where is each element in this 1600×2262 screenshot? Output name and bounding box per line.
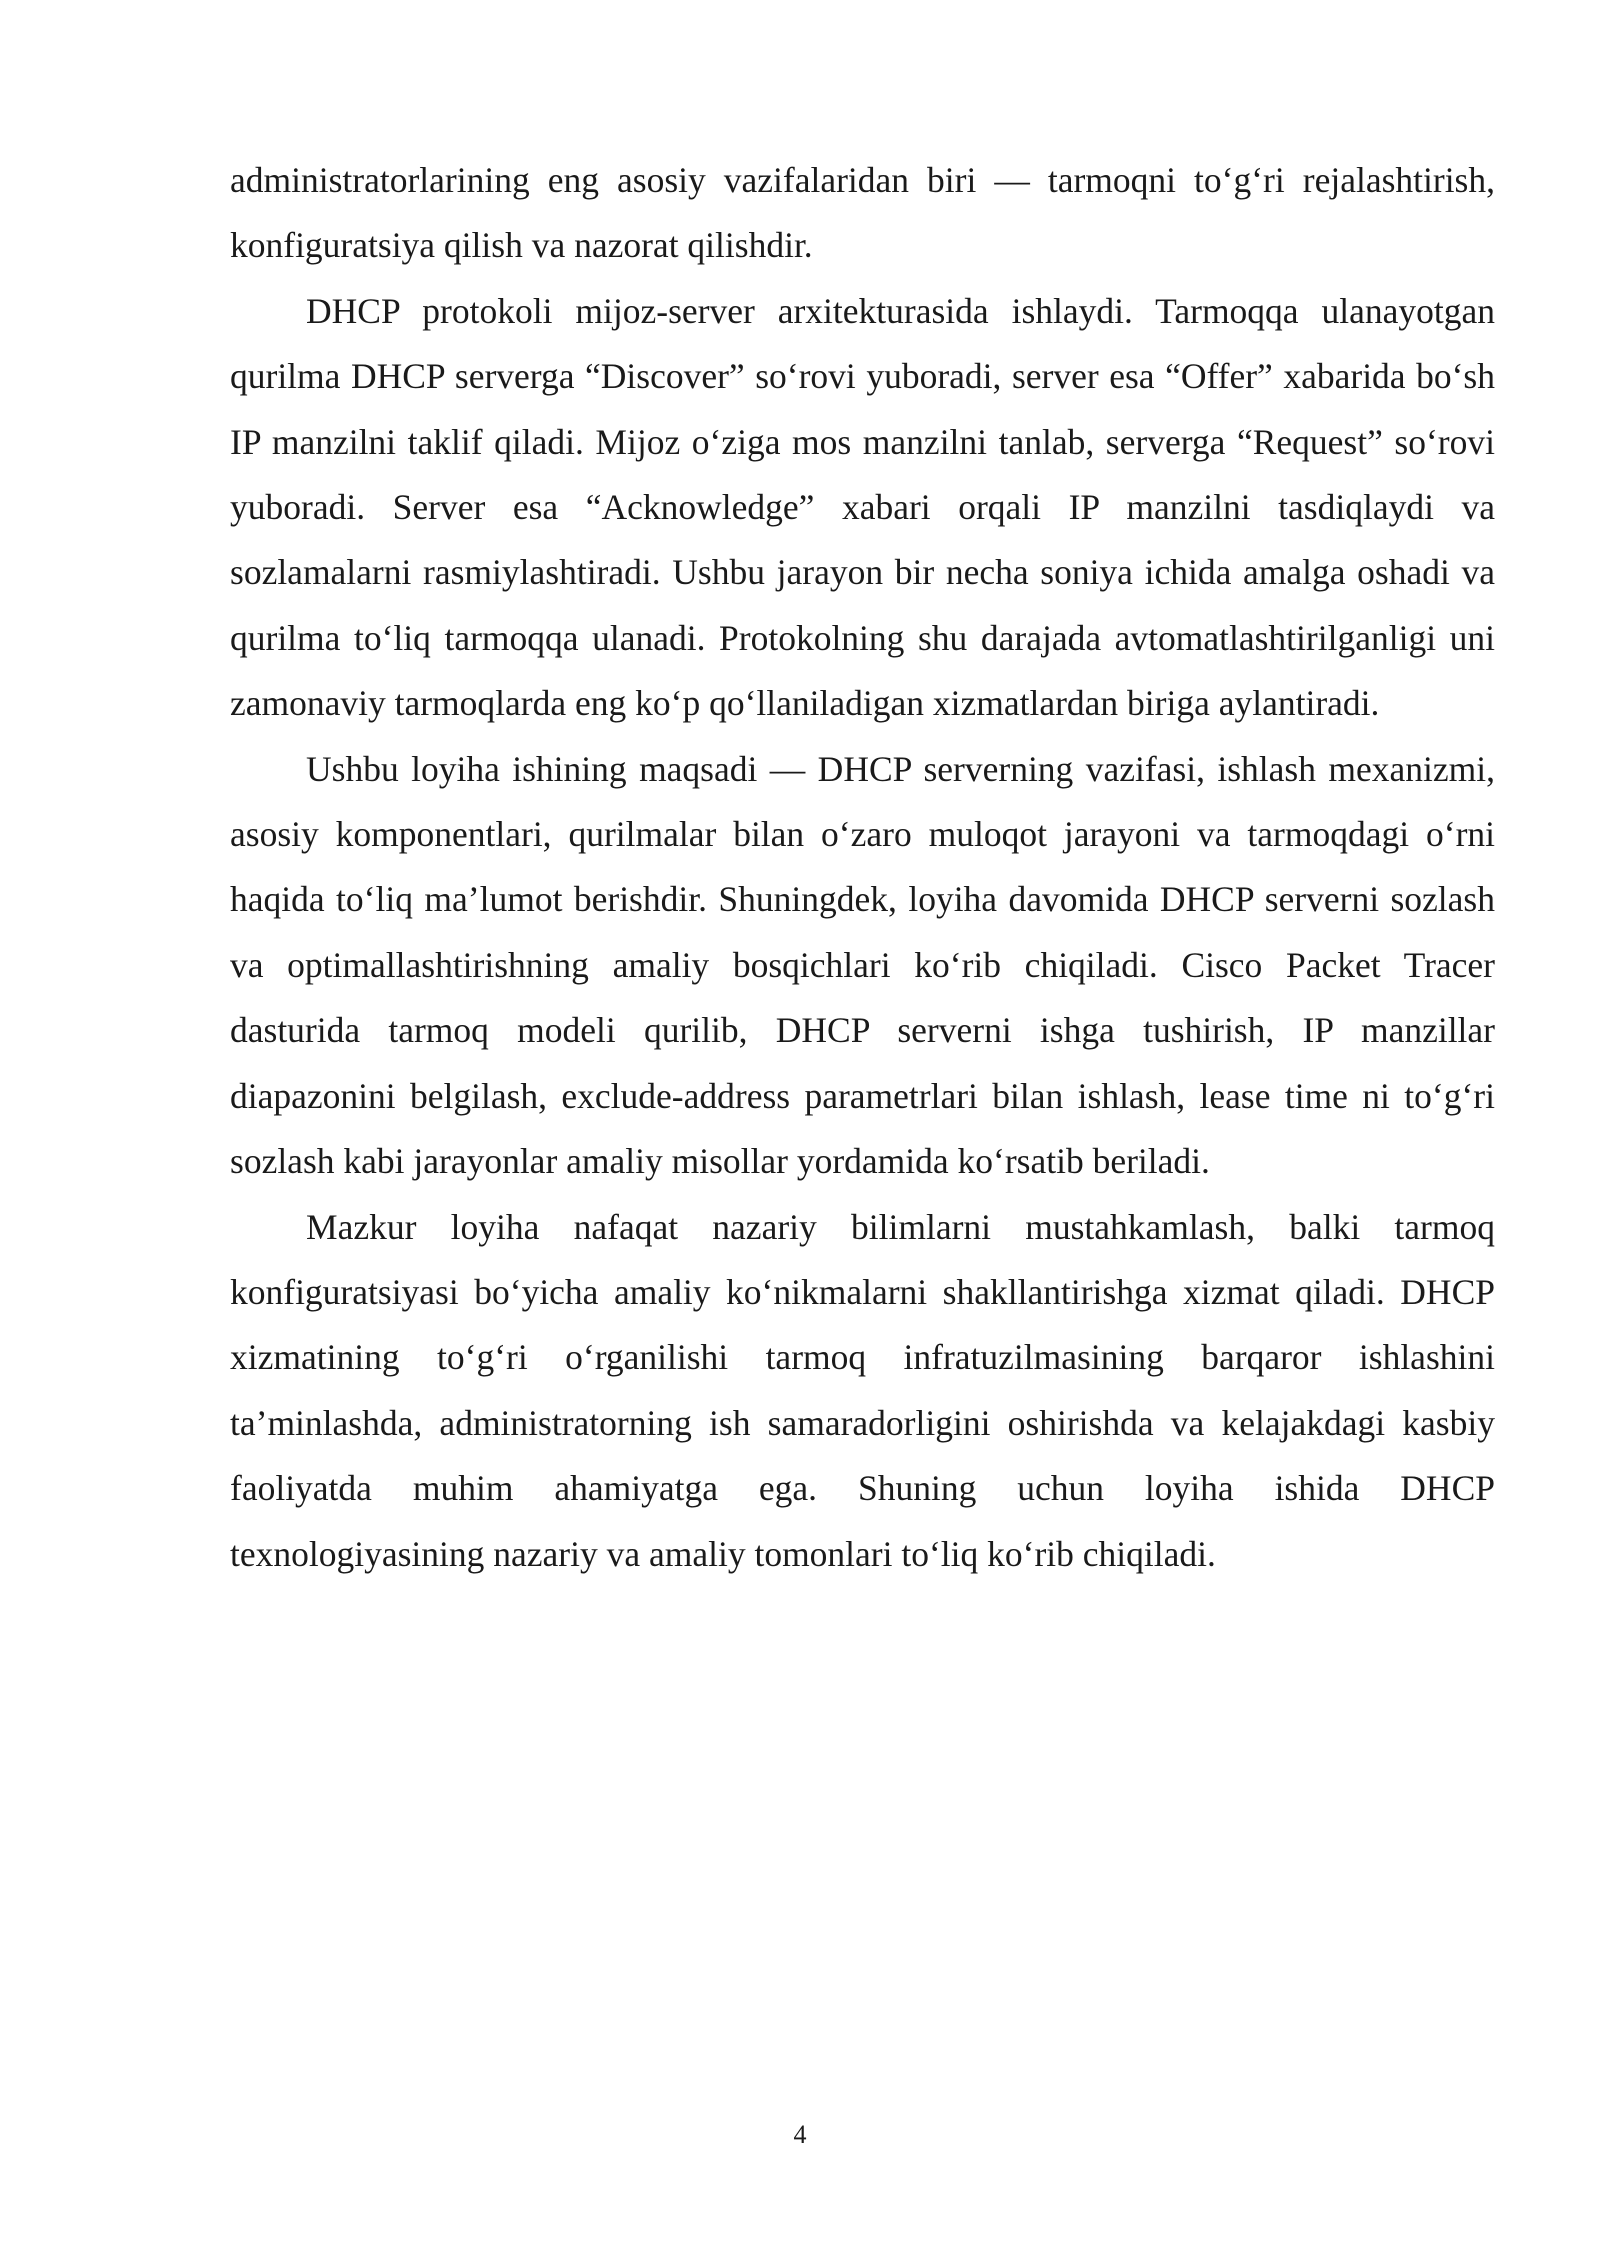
body-text: [230, 148, 1495, 1587]
paragraph-project-goal: Ushbu loyiha ishining maqsadi — DHCP serverning vazifasi, ishlash mexanizmi, asosiy komponentlari, qurilmalar bilan o‘zaro muloqot jarayoni va tarmoqdagi o‘rni haqida to‘liq ma’lumot berishdir. Shuningdek, loyiha davomida DHCP serverni sozlash va optimallashtirishning amaliy bosqichlari ko‘rib chiqiladi. Cisco Packet Tracer dasturida tarmoq modeli qurilib, DHCP serverni ishga tushirish, IP manzillar diapazonini belgilash, exclude-address parametrlari bilan ishlash, lease time ni to‘g‘ri sozlash kabi jarayonlar amaliy misollar yordamida ko‘rsatib beriladi.: [230, 748, 1495, 1182]
page-number: 4: [793, 2120, 807, 2149]
paragraph-dhcp-protocol: DHCP protokoli mijoz-server arxitekturasida ishlaydi. Tarmoqqa ulanayotgan qurilma DHCP serverga “Discover” so‘rovi yuboradi, server esa “Offer” xabarida bo‘sh IP manzilni taklif qiladi. Mijoz o‘ziga mos manzilni tanlab, serverga “Request” so‘rovi yuboradi. Server esa “Acknowledge” xabari orqali IP manzilni tasdiqlaydi va sozlamalarni rasmiylashtiradi. Ushbu jarayon bir necha soniya ichida amalga oshadi va qurilma to‘liq tarmoqqa ulanadi. Protokolning shu darajada avtomatlashtirilganligi uni zamonaviy tarmoqlarda eng ko‘p qo‘llaniladigan xizmatlardan biriga aylantiradi.: [230, 290, 1495, 724]
paragraph-conclusion: Mazkur loyiha nafaqat nazariy bilimlarni mustahkamlash, balki tarmoq konfiguratsiyasi bo‘yicha amaliy ko‘nikmalarni shakllantirishga xizmat qiladi. DHCP xizmatining to‘g‘ri o‘rganilishi tarmoq infratuzilmasining barqaror ishlashini ta’minlashda, administratorning ish samaradorligini oshirishda va kelajakdagi kasbiy faoliyatda muhim ahamiyatga ega. Shuning uchun loyiha ishida DHCP texnologiyasining nazariy va amaliy tomonlari to‘liq ko‘rib chiqiladi.: [230, 1206, 1495, 1574]
paragraph-continuation: administratorlarining eng asosiy vazifalaridan biri — tarmoqni to‘g‘ri rejalashtirish, konfiguratsiya qilish va nazorat qilishdir.: [230, 160, 1495, 266]
